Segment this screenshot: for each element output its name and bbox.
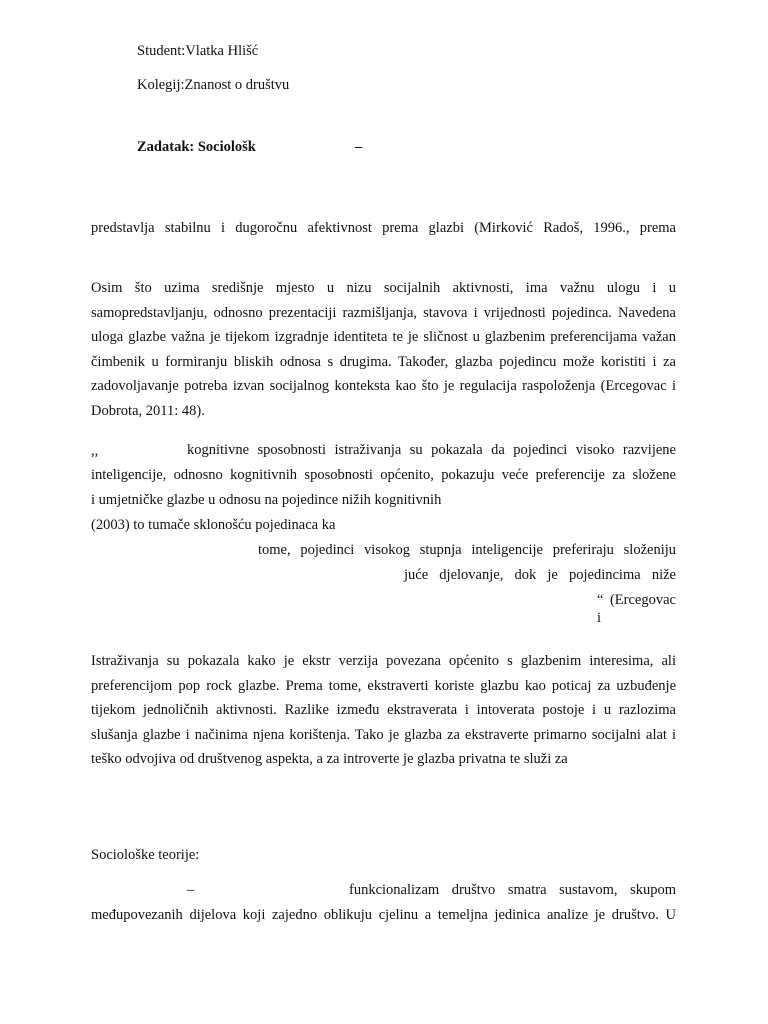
task-label: Zadatak: Sociološk xyxy=(137,139,256,155)
intro-line: predstavlja stabilnu i dugoročnu afektivnost prema glazbi (Mirković Radoš, 1996., prema xyxy=(91,220,676,236)
quote-line-6: juće djelovanje, dok je pojedincima niže xyxy=(404,567,676,583)
course-line: Kolegij:Znanost o društvu xyxy=(137,77,290,93)
quote-line-1: kognitivne sposobnosti istraživanja su pokazala da pojedinci visoko razvijene xyxy=(187,442,676,458)
paragraph-social-role: Osim što uzima središnje mjesto u nizu socijalnih aktivnosti, ima važnu ulogu i u samopredstavljanju, odnosno prezentaciji razmišljanja, stavova i vrijednosti pojedinca. Navedena uloga glazbe važna je tijekom izgradnje identiteta te je sličnost u glazbenim preferencijama važan čimbenik u formiranju bliskih odnosa s drugima. Također, glazba pojedincu može koristiti i za zadovoljavanje potreba izvan socijalnog konteksta kao što je regulacija raspoloženja (Ercegovac i Dobrota, 2011: 48). xyxy=(91,280,676,419)
quote-line-5: tome, pojedinci visokog stupnja inteligencije preferiraju složeniju xyxy=(258,542,676,558)
final-dash: – xyxy=(187,882,195,898)
task-dash: – xyxy=(355,139,363,155)
quote-line-2: inteligencije, odnosno kognitivnih sposobnosti općenito, pokazuju veće preferencije za složene xyxy=(91,467,676,483)
quote-line-7: “ (Ercegovac i xyxy=(597,592,676,626)
quote-line-4: (2003) to tumače sklonošću pojedinaca ka xyxy=(91,517,336,533)
final-line-2: međupovezanih dijelova koji zajedno oblikuju cjelinu a temeljna jedinica analize je društvo. U xyxy=(91,907,676,923)
paragraph-extraversion: Istraživanja su pokazala kako je ekstr verzija povezana općenito s glazbenim interesima, ali preferencijom pop rock glazbe. Prema tome, ekstraverti koriste glazbu kao poticaj za uzbuđenje tijekom jednoličnih aktivnosti. Razlike između ekstraverata i intoverata postoje i u razlozima slušanja glazbe i načinima njena korištenja. Tako je glazba za ekstraverte primarno socijalni alat i teško odvojiva od društvenog aspekta, a za introverte je glazba privatna te služi za xyxy=(91,653,676,768)
quote-line-3: i umjetničke glazbe u odnosu na pojedince nižih kognitivnih xyxy=(91,492,442,508)
quote-open-mark: ,, xyxy=(91,443,99,459)
student-line: Student:Vlatka Hlišć xyxy=(137,43,259,59)
section-title: Sociološke teorije: xyxy=(91,847,200,863)
final-line-1: funkcionalizam društvo smatra sustavom, skupom xyxy=(349,882,676,898)
